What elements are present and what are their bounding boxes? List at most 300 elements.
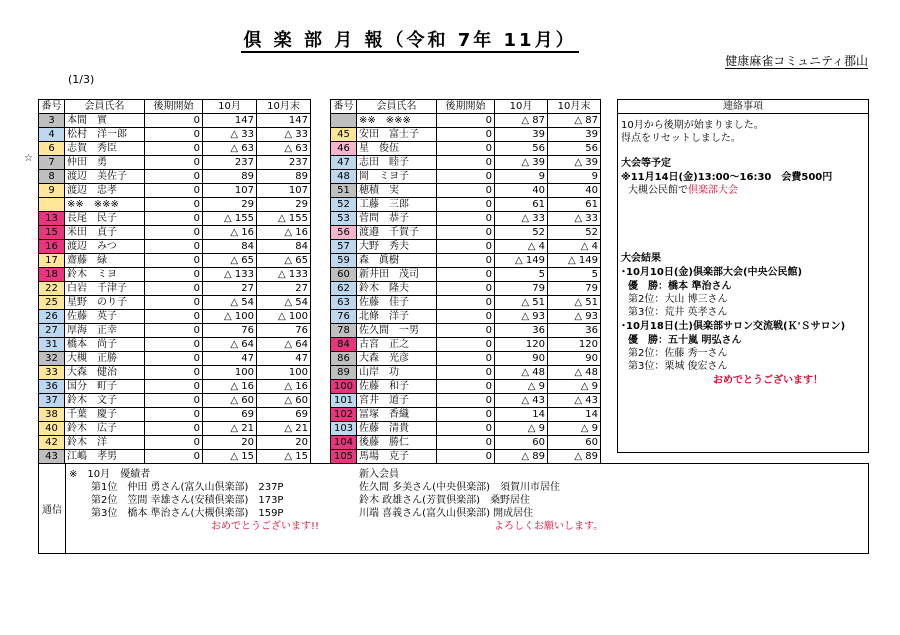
october-end-points: 47: [257, 352, 311, 366]
october-points: △ 63: [203, 142, 257, 156]
star-icon: ☆: [24, 153, 33, 164]
member-name: 佐藤 佳子: [357, 296, 437, 310]
member-number: 59: [331, 254, 357, 268]
table-row: [39, 408, 311, 422]
october-points: 40: [495, 184, 548, 198]
october-points: △ 43: [495, 394, 548, 408]
october-points: 89: [203, 170, 257, 184]
october-points: △ 89: [495, 450, 548, 464]
member-name: 大森 健治: [65, 366, 145, 380]
october-end-points: △ 43: [548, 394, 601, 408]
member-name: 古宮 正之: [357, 338, 437, 352]
table-row: [331, 170, 601, 184]
table-row: [331, 114, 601, 128]
table-row: [39, 212, 311, 226]
october-end-points: △ 155: [257, 212, 311, 226]
organization-name: 健康麻雀コミュニティ郡山: [725, 54, 868, 68]
table-row: [39, 380, 311, 394]
notes-line: 第2位：大山 博三さん: [628, 294, 728, 305]
member-number: 62: [331, 282, 357, 296]
member-number: 76: [331, 310, 357, 324]
october-points: △ 93: [495, 310, 548, 324]
start-points: 0: [145, 366, 203, 380]
member-name: 仲田 勇: [65, 156, 145, 170]
header-octend: 10月末: [548, 100, 601, 114]
member-name: 渡邉 千賀子: [357, 226, 437, 240]
october-end-points: △ 149: [548, 254, 601, 268]
table-row: [331, 380, 601, 394]
member-name: 工藤 三郎: [357, 198, 437, 212]
communication-label: 通信: [39, 464, 66, 553]
october-end-points: △ 33: [257, 128, 311, 142]
october-points: △ 149: [495, 254, 548, 268]
october-end-points: 36: [548, 324, 601, 338]
member-name: 佐藤 清貴: [357, 422, 437, 436]
comm-line: 新入会員: [359, 469, 399, 480]
start-points: 0: [145, 296, 203, 310]
table-row: [331, 240, 601, 254]
comm-line: おめでとうございます!!: [211, 521, 320, 532]
member-number: 86: [331, 352, 357, 366]
october-end-points: △ 65: [257, 254, 311, 268]
october-points: △ 65: [203, 254, 257, 268]
october-points: △ 16: [203, 226, 257, 240]
start-points: 0: [437, 394, 495, 408]
october-points: △ 9: [495, 380, 548, 394]
page-number: (1/3): [68, 73, 95, 86]
october-points: 60: [495, 436, 548, 450]
start-points: 0: [145, 240, 203, 254]
notes-panel: [617, 99, 869, 453]
october-points: 120: [495, 338, 548, 352]
table-row: [331, 184, 601, 198]
member-name: 鈴木 ミヨ: [65, 268, 145, 282]
member-number: 13: [39, 212, 65, 226]
table-row: [39, 254, 311, 268]
notes-line: ※11月14日(金)13:00～16:30 会費500円: [621, 172, 833, 183]
october-end-points: 14: [548, 408, 601, 422]
member-name: 国分 町子: [65, 380, 145, 394]
member-number: 8: [39, 170, 65, 184]
start-points: 0: [437, 254, 495, 268]
start-points: 0: [145, 408, 203, 422]
member-number: 102: [331, 408, 357, 422]
october-points: △ 54: [203, 296, 257, 310]
header-number: 番号: [39, 100, 65, 114]
october-points: 20: [203, 436, 257, 450]
october-points: 47: [203, 352, 257, 366]
member-number: 78: [331, 324, 357, 338]
table-row: [331, 436, 601, 450]
october-points: △ 33: [495, 212, 548, 226]
table-row: [331, 422, 601, 436]
member-number: 42: [39, 436, 65, 450]
october-points: 52: [495, 226, 548, 240]
member-number: 18: [39, 268, 65, 282]
start-points: 0: [437, 226, 495, 240]
october-points: △ 33: [203, 128, 257, 142]
table-row: [39, 338, 311, 352]
table-row: [39, 296, 311, 310]
table-row: [39, 282, 311, 296]
start-points: 0: [145, 450, 203, 464]
notes-header: 連絡事項: [618, 100, 868, 114]
october-end-points: △ 60: [257, 394, 311, 408]
start-points: 0: [437, 184, 495, 198]
table-row: [39, 450, 311, 464]
table-row: [39, 352, 311, 366]
table-row: [39, 198, 311, 212]
member-number: 103: [331, 422, 357, 436]
start-points: 0: [145, 156, 203, 170]
table-row: [331, 296, 601, 310]
start-points: 0: [437, 310, 495, 324]
notes-line: ･10月18日(土)倶楽部サロン交流戦(Ｋ'Ｓサロン): [621, 321, 846, 332]
comm-line: 第3位 橋本 準治さん(大槻倶楽部) 159P: [91, 508, 284, 519]
october-end-points: △ 100: [257, 310, 311, 324]
member-name: 志田 睦子: [357, 156, 437, 170]
table-row: [39, 142, 311, 156]
start-points: 0: [145, 128, 203, 142]
header-oct: 10月: [203, 100, 257, 114]
member-name: 菅問 恭子: [357, 212, 437, 226]
table-row: [39, 324, 311, 338]
october-end-points: △ 9: [548, 422, 601, 436]
table-row: [39, 310, 311, 324]
start-points: 0: [145, 282, 203, 296]
member-number: 26: [39, 310, 65, 324]
october-end-points: △ 4: [548, 240, 601, 254]
member-number: 105: [331, 450, 357, 464]
member-name: 佐藤 英子: [65, 310, 145, 324]
table-row: [39, 170, 311, 184]
table-row: [39, 240, 311, 254]
member-name: 馬場 克子: [357, 450, 437, 464]
member-number: 47: [331, 156, 357, 170]
october-points: △ 21: [203, 422, 257, 436]
start-points: 0: [145, 184, 203, 198]
october-end-points: △ 21: [257, 422, 311, 436]
october-points: △ 15: [203, 450, 257, 464]
october-end-points: △ 16: [257, 380, 311, 394]
october-end-points: 61: [548, 198, 601, 212]
october-end-points: 39: [548, 128, 601, 142]
table-row: [331, 310, 601, 324]
notes-line: おめでとうございます！: [713, 375, 823, 386]
table-row: [331, 282, 601, 296]
member-name: 佐藤 和子: [357, 380, 437, 394]
start-points: 0: [145, 268, 203, 282]
start-points: 0: [437, 156, 495, 170]
october-points: 56: [495, 142, 548, 156]
october-points: 61: [495, 198, 548, 212]
october-end-points: 29: [257, 198, 311, 212]
notes-line: 10月から後期が始まりました。: [621, 120, 764, 131]
october-points: △ 51: [495, 296, 548, 310]
member-name: 松村 洋一郎: [65, 128, 145, 142]
october-points: 69: [203, 408, 257, 422]
october-end-points: 9: [548, 170, 601, 184]
table-row: [39, 422, 311, 436]
member-number: 33: [39, 366, 65, 380]
start-points: 0: [437, 170, 495, 184]
member-number: 52: [331, 198, 357, 212]
october-end-points: △ 33: [548, 212, 601, 226]
member-name: 森 眞樹: [357, 254, 437, 268]
header-start: 後期開始: [437, 100, 495, 114]
october-end-points: △ 16: [257, 226, 311, 240]
member-number: 27: [39, 324, 65, 338]
october-end-points: 27: [257, 282, 311, 296]
october-end-points: △ 63: [257, 142, 311, 156]
member-number: 53: [331, 212, 357, 226]
start-points: 0: [437, 142, 495, 156]
table-row: [331, 254, 601, 268]
communication-panel: [38, 463, 869, 554]
comm-line: よろしくお願いします。: [494, 521, 604, 532]
member-name: 齋藤 緑: [65, 254, 145, 268]
october-end-points: △ 54: [257, 296, 311, 310]
start-points: 0: [437, 128, 495, 142]
member-name: 大森 光彦: [357, 352, 437, 366]
notes-line: 大槻公民館で倶楽部大会: [628, 185, 738, 196]
table-row: [331, 226, 601, 240]
member-name: 鈴木 広子: [65, 422, 145, 436]
start-points: 0: [145, 422, 203, 436]
october-end-points: △ 48: [548, 366, 601, 380]
member-name: 長尾 民子: [65, 212, 145, 226]
start-points: 0: [145, 226, 203, 240]
member-number: 57: [331, 240, 357, 254]
table-row: [39, 156, 311, 170]
october-points: 29: [203, 198, 257, 212]
october-points: 100: [203, 366, 257, 380]
october-points: △ 100: [203, 310, 257, 324]
comm-line: 佐久間 多美さん(中央倶楽部) 須賀川市居住: [359, 482, 560, 493]
october-end-points: △ 133: [257, 268, 311, 282]
october-points: 14: [495, 408, 548, 422]
notes-line: 優 勝：橋本 準治さん: [628, 281, 732, 292]
october-points: △ 48: [495, 366, 548, 380]
start-points: 0: [145, 394, 203, 408]
start-points: 0: [145, 142, 203, 156]
notes-line: ･10月10日(金)倶楽部大会(中央公民館): [621, 267, 803, 278]
comm-line: 川端 喜義さん(富久山倶楽部) 開成居住: [359, 508, 534, 519]
october-points: 79: [495, 282, 548, 296]
october-end-points: 100: [257, 366, 311, 380]
member-name: 志賀 秀臣: [65, 142, 145, 156]
comm-line: 鈴木 政雄さん(芳賀倶楽部) 桑野居住: [359, 495, 530, 506]
table-row: [331, 324, 601, 338]
table-row: [39, 128, 311, 142]
october-end-points: 69: [257, 408, 311, 422]
member-name: 厚海 正幸: [65, 324, 145, 338]
member-name: 山岸 功: [357, 366, 437, 380]
october-points: △ 133: [203, 268, 257, 282]
october-points: 5: [495, 268, 548, 282]
member-number: 100: [331, 380, 357, 394]
table-row: [39, 394, 311, 408]
member-number: 25: [39, 296, 65, 310]
member-name: 江嶋 孝男: [65, 450, 145, 464]
header-number: 番号: [331, 100, 357, 114]
member-number: 22: [39, 282, 65, 296]
start-points: 0: [145, 352, 203, 366]
october-points: △ 60: [203, 394, 257, 408]
october-points: △ 39: [495, 156, 548, 170]
start-points: 0: [437, 366, 495, 380]
table-row: [331, 198, 601, 212]
member-number: [331, 114, 357, 128]
start-points: 0: [145, 436, 203, 450]
start-points: 0: [145, 310, 203, 324]
member-number: 46: [331, 142, 357, 156]
october-points: 90: [495, 352, 548, 366]
october-end-points: △ 64: [257, 338, 311, 352]
start-points: 0: [437, 338, 495, 352]
start-points: 0: [145, 338, 203, 352]
member-name: ※※ ※※※: [65, 198, 145, 212]
october-points: 27: [203, 282, 257, 296]
member-name: 穂積 実: [357, 184, 437, 198]
member-number: 60: [331, 268, 357, 282]
start-points: 0: [437, 114, 495, 128]
start-points: 0: [437, 324, 495, 338]
october-points: 76: [203, 324, 257, 338]
member-number: [39, 198, 65, 212]
member-number: 16: [39, 240, 65, 254]
member-name: 白岩 千津子: [65, 282, 145, 296]
member-name: 後藤 勝仁: [357, 436, 437, 450]
member-number: 38: [39, 408, 65, 422]
member-name: 米田 貞子: [65, 226, 145, 240]
member-number: 89: [331, 366, 357, 380]
member-table-right: [330, 99, 601, 464]
october-end-points: 237: [257, 156, 311, 170]
start-points: 0: [437, 352, 495, 366]
october-end-points: 107: [257, 184, 311, 198]
october-end-points: 147: [257, 114, 311, 128]
member-name: 本間 實: [65, 114, 145, 128]
table-row: [39, 436, 311, 450]
header-name: 会員氏名: [357, 100, 437, 114]
member-name: 大槻 正勝: [65, 352, 145, 366]
member-name: 佐久間 一男: [357, 324, 437, 338]
october-end-points: △ 15: [257, 450, 311, 464]
member-name: 新井田 茂司: [357, 268, 437, 282]
member-table-left: [38, 99, 311, 464]
member-number: 17: [39, 254, 65, 268]
october-end-points: 5: [548, 268, 601, 282]
october-end-points: 89: [257, 170, 311, 184]
start-points: 0: [437, 212, 495, 226]
member-number: 31: [39, 338, 65, 352]
table-row: [39, 268, 311, 282]
notes-line: 大会結果: [621, 253, 661, 264]
member-number: 6: [39, 142, 65, 156]
october-end-points: △ 89: [548, 450, 601, 464]
start-points: 0: [437, 282, 495, 296]
member-number: 104: [331, 436, 357, 450]
october-end-points: △ 87: [548, 114, 601, 128]
october-points: △ 9: [495, 422, 548, 436]
table-row: [39, 226, 311, 240]
member-name: 鈴木 文子: [65, 394, 145, 408]
member-number: 32: [39, 352, 65, 366]
member-number: 45: [331, 128, 357, 142]
start-points: 0: [437, 408, 495, 422]
notes-line: 優 勝：五十嵐 明弘さん: [628, 335, 742, 346]
table-row: [331, 366, 601, 380]
table-row: [331, 156, 601, 170]
october-points: 237: [203, 156, 257, 170]
member-name: 宮井 道子: [357, 394, 437, 408]
member-name: 千葉 慶子: [65, 408, 145, 422]
october-end-points: 79: [548, 282, 601, 296]
member-name: 冨塚 香織: [357, 408, 437, 422]
october-end-points: △ 39: [548, 156, 601, 170]
october-end-points: 40: [548, 184, 601, 198]
notes-line: 第3位：荒井 英孝さん: [628, 307, 728, 318]
member-name: 渡辺 忠孝: [65, 184, 145, 198]
header-name: 会員氏名: [65, 100, 145, 114]
october-end-points: 60: [548, 436, 601, 450]
member-name: 渡辺 美佐子: [65, 170, 145, 184]
table-row: [39, 184, 311, 198]
october-points: 107: [203, 184, 257, 198]
october-end-points: 84: [257, 240, 311, 254]
october-end-points: 20: [257, 436, 311, 450]
member-number: 48: [331, 170, 357, 184]
october-points: △ 87: [495, 114, 548, 128]
member-name: 橋本 尚子: [65, 338, 145, 352]
october-end-points: △ 9: [548, 380, 601, 394]
october-points: △ 16: [203, 380, 257, 394]
october-end-points: 56: [548, 142, 601, 156]
member-name: 鈴木 洋: [65, 436, 145, 450]
table-row: [39, 114, 311, 128]
start-points: 0: [145, 324, 203, 338]
comm-line: 第2位 笠間 幸雄さん(安積倶楽部) 173P: [91, 495, 284, 506]
october-points: 39: [495, 128, 548, 142]
member-number: 51: [331, 184, 357, 198]
october-end-points: △ 93: [548, 310, 601, 324]
start-points: 0: [437, 422, 495, 436]
member-name: 渡辺 みつ: [65, 240, 145, 254]
table-row: [331, 142, 601, 156]
member-number: 43: [39, 450, 65, 464]
member-name: 大野 秀夫: [357, 240, 437, 254]
start-points: 0: [145, 198, 203, 212]
table-row: [331, 212, 601, 226]
table-row: [331, 450, 601, 464]
table-row: [331, 352, 601, 366]
notes-line: 第2位：佐藤 秀一さん: [628, 348, 728, 359]
start-points: 0: [437, 198, 495, 212]
member-name: 北條 洋子: [357, 310, 437, 324]
member-number: 15: [39, 226, 65, 240]
october-end-points: 90: [548, 352, 601, 366]
start-points: 0: [145, 380, 203, 394]
notes-line: 得点をリセットしました。: [621, 133, 741, 144]
member-number: 3: [39, 114, 65, 128]
start-points: 0: [145, 254, 203, 268]
october-points: △ 155: [203, 212, 257, 226]
october-points: △ 64: [203, 338, 257, 352]
member-name: 星 俊伍: [357, 142, 437, 156]
october-end-points: 52: [548, 226, 601, 240]
start-points: 0: [437, 240, 495, 254]
